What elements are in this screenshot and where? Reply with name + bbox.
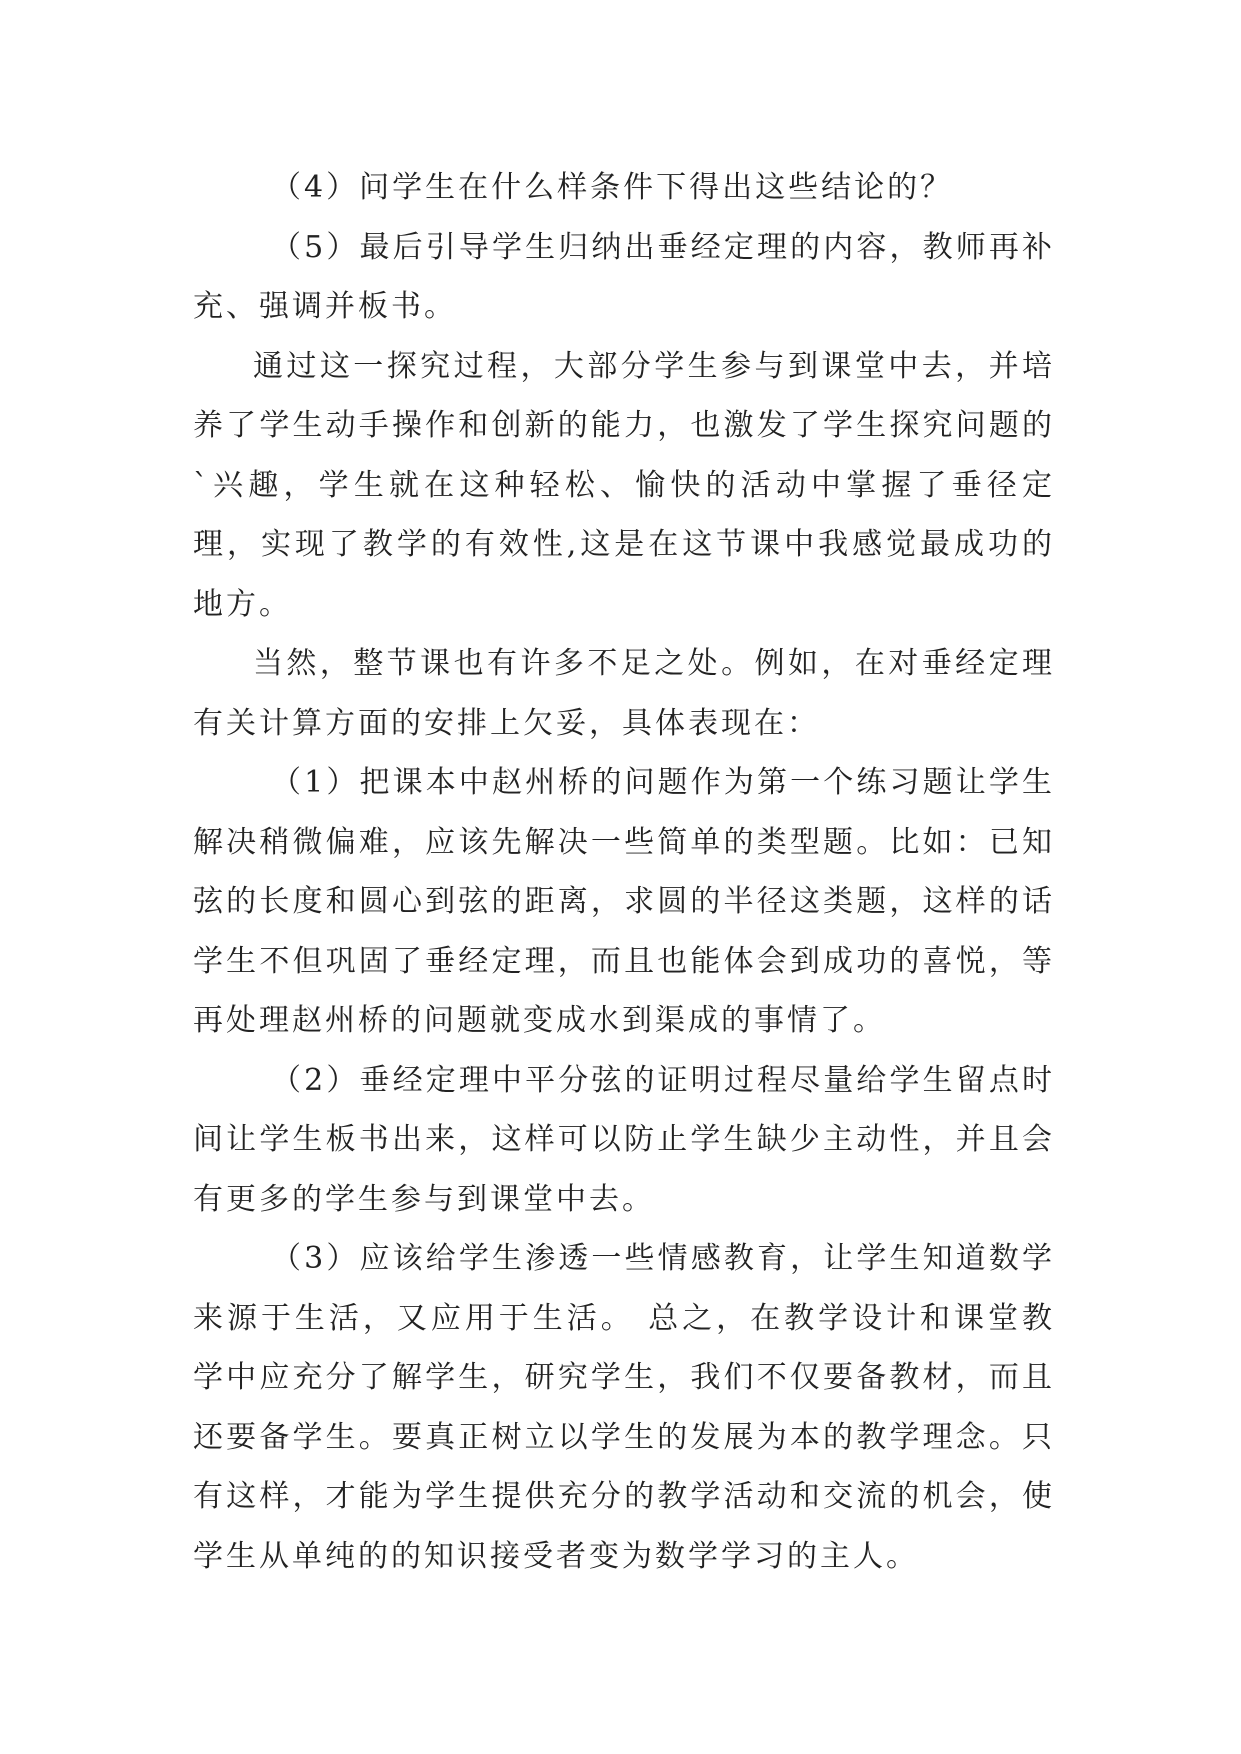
- paragraph-step-4: （4）问学生在什么样条件下得出这些结论的？: [271, 170, 954, 205]
- paragraph-shortcoming-3: （3）应该给学生渗透一些情感教育，让学生知道数学来源于生活，又应用于生活。 总之，在教学设计和课堂教学中应充分了解学生，研究学生，我们不仅要备教材，而且还要备学生。要真正树立以学生的发展为本的教学理念。只有这样，才能为学生提供充分的教学活动和交流的机会，使学生从单纯的的知识接受者变为数学学习的主人。: [193, 1241, 1055, 1574]
- paragraph-inquiry-summary: 通过这一探究过程，大部分学生参与到课堂中去，并培养了学生动手操作和创新的能力，也激发了学生探究问题的`兴趣，学生就在这种轻松、愉快的活动中掌握了垂径定理，实现了教学的有效性,这是在这节课中我感觉最成功的地方。: [193, 348, 1055, 622]
- paragraph-shortcoming-1: （1）把课本中赵州桥的问题作为第一个练习题让学生解决稍微偏难，应该先解决一些简单的类型题。比如：已知弦的长度和圆心到弦的距离，求圆的半径这类题，这样的话学生不但巩固了垂经定理，而且也能体会到成功的喜悦，等再处理赵州桥的问题就变成水到渠成的事情了。: [193, 765, 1055, 1038]
- paragraph-shortcomings-intro: 当然，整节课也有许多不足之处。例如，在对垂经定理有关计算方面的安排上欠妥，具体表现在：: [193, 646, 1055, 741]
- paragraph-step-5: （5）最后引导学生归纳出垂经定理的内容，教师再补充、强调并板书。: [193, 229, 1055, 324]
- paragraph-shortcoming-2: （2）垂经定理中平分弦的证明过程尽量给学生留点时间让学生板书出来，这样可以防止学生缺少主动性，并且会有更多的学生参与到课堂中去。: [193, 1062, 1055, 1217]
- document-body: [193, 158, 1055, 1586]
